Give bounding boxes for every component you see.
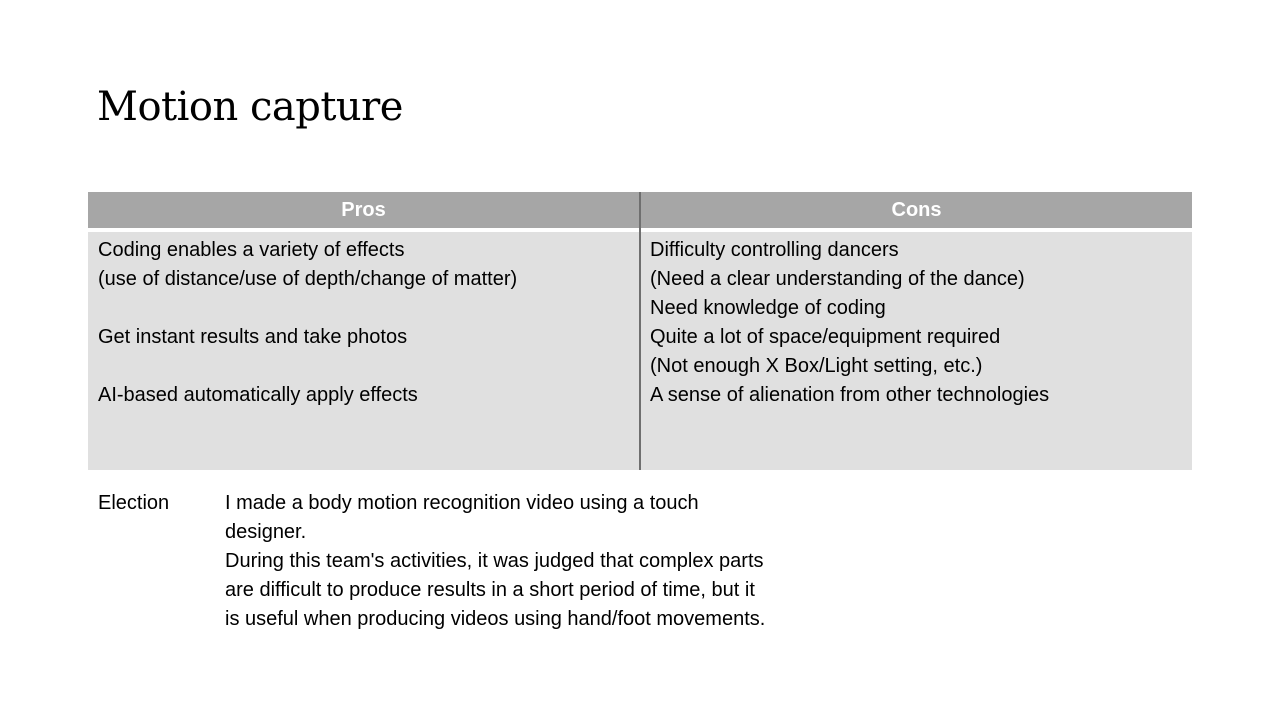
election-line: I made a body motion recognition video using a touch	[225, 492, 699, 514]
pros-line: (use of distance/use of depth/change of matter)	[98, 268, 518, 290]
election-line: During this team's activities, it was judged that complex parts	[225, 550, 764, 572]
cons-line: Need knowledge of coding	[650, 297, 886, 319]
cons-line: Quite a lot of space/equipment required	[650, 326, 1001, 348]
election-line: is useful when producing videos using hand/foot movements.	[225, 608, 766, 630]
cons-cell	[650, 236, 1049, 410]
pros-line: AI-based automatically apply effects	[98, 384, 418, 406]
pros-header: Pros	[341, 199, 386, 221]
pros-line: Coding enables a variety of effects	[98, 239, 405, 261]
pros-cons-table	[88, 192, 1192, 470]
pros-line: Get instant results and take photos	[98, 326, 408, 348]
pros-line	[98, 352, 517, 381]
election-label: Election	[98, 492, 170, 514]
cons-line: (Not enough X Box/Light setting, etc.)	[650, 355, 983, 377]
election-line: are difficult to produce results in a short period of time, but it	[225, 579, 755, 601]
cons-line: (Need a clear understanding of the dance)	[650, 268, 1025, 290]
election-line: designer.	[225, 521, 307, 543]
cons-line: Difficulty controlling dancers	[650, 239, 899, 261]
column-divider	[639, 192, 641, 470]
cons-header: Cons	[891, 199, 942, 221]
election-text	[225, 489, 765, 634]
pros-line	[98, 294, 517, 323]
cons-line: A sense of alienation from other technologies	[650, 384, 1050, 406]
slide-title: Motion capture	[97, 84, 403, 130]
pros-cell	[98, 236, 517, 410]
